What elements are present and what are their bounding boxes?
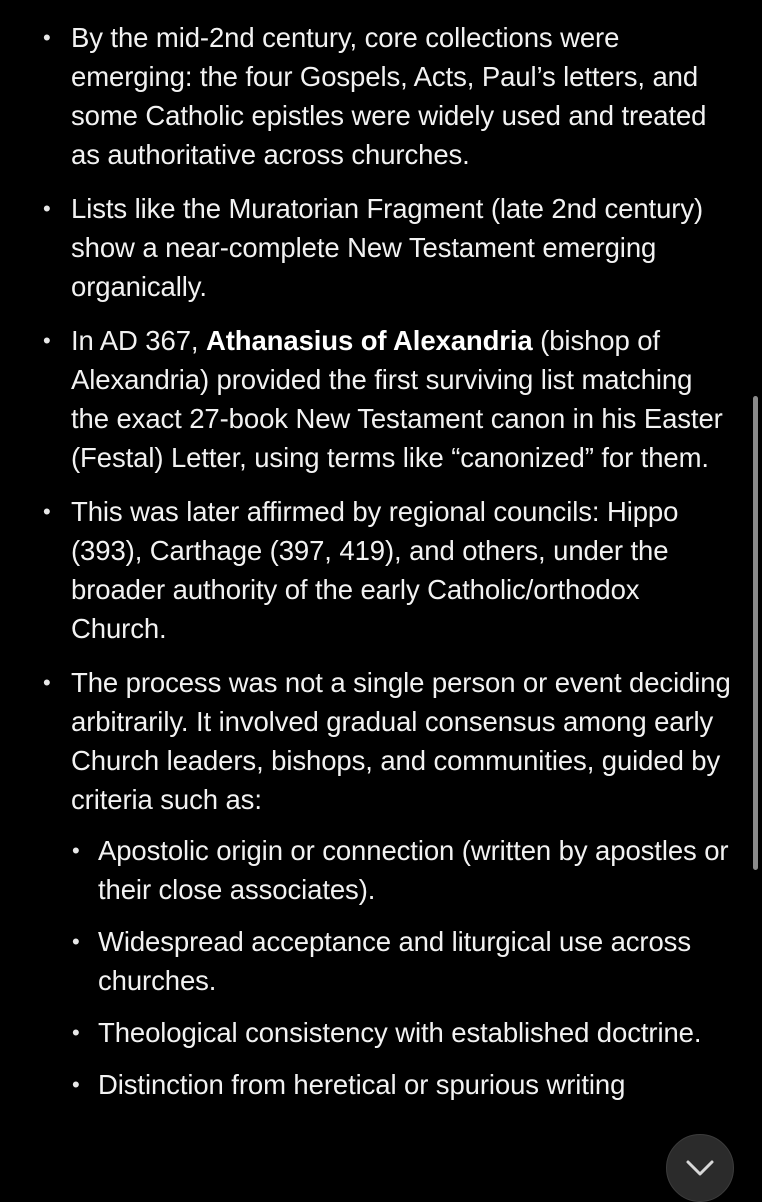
bold-name: Athanasius of Alexandria [205, 325, 533, 356]
list-item-text-before: In AD 367, [71, 325, 206, 356]
sub-list-item [0, 831, 736, 909]
list-item-text: This was later affirmed by regional councils: Hippo (393), Carthage (397, 419), and others, under the broader authority of the early Catholic/orthodox Church. [71, 496, 679, 644]
bullet-icon: • [72, 929, 80, 954]
bullet-icon: • [43, 670, 51, 695]
scroll-to-bottom-button[interactable] [666, 1134, 734, 1202]
sub-list-item-text: Theological consistency with established doctrine. [98, 1017, 702, 1048]
bullet-icon: • [43, 499, 51, 524]
list-item-text: By the mid-2nd century, core collections were emerging: the four Gospels, Acts, Paul’s letters, and some Catholic epistles were widely used and treated as authoritative across churches. [71, 22, 707, 170]
list-item-text-after: (bishop of Alexandria) provided the first surviving list matching the exact 27-book New Testament canon in his Easter (Festal) Letter, using terms like “canonized” for them. [71, 325, 723, 473]
sub-list-item [0, 1065, 736, 1104]
sub-list-item-text: Apostolic origin or connection (written by apostles or their close associates). [98, 835, 729, 905]
chevron-down-icon [685, 1159, 715, 1177]
sub-list-item-text: Distinction from heretical or spurious writing [98, 1069, 626, 1100]
bullet-icon: • [72, 1072, 80, 1097]
bullet-list [0, 18, 740, 1119]
scrollbar[interactable] [753, 396, 758, 870]
sub-list-item-text: Widespread acceptance and liturgical use across churches. [98, 926, 691, 996]
list-item [0, 18, 740, 174]
list-item [0, 663, 740, 1104]
criteria-list [71, 831, 736, 1104]
list-item [0, 492, 740, 648]
list-item-text: Lists like the Muratorian Fragment (late 2nd century) show a near-complete New Testament emerging organically. [71, 193, 704, 302]
bullet-icon: • [72, 1020, 80, 1045]
bullet-icon: • [72, 838, 80, 863]
bullet-icon: • [43, 196, 51, 221]
list-item [0, 321, 740, 477]
sub-list-item [0, 922, 736, 1000]
bullet-icon: • [43, 328, 51, 353]
list-item-text: The process was not a single person or event deciding arbitrarily. It involved gradual consensus among early Church leaders, bishops, and communities, guided by criteria such as: [71, 667, 731, 815]
list-item [0, 189, 740, 306]
bullet-icon: • [43, 25, 51, 50]
sub-list-item [0, 1013, 736, 1052]
